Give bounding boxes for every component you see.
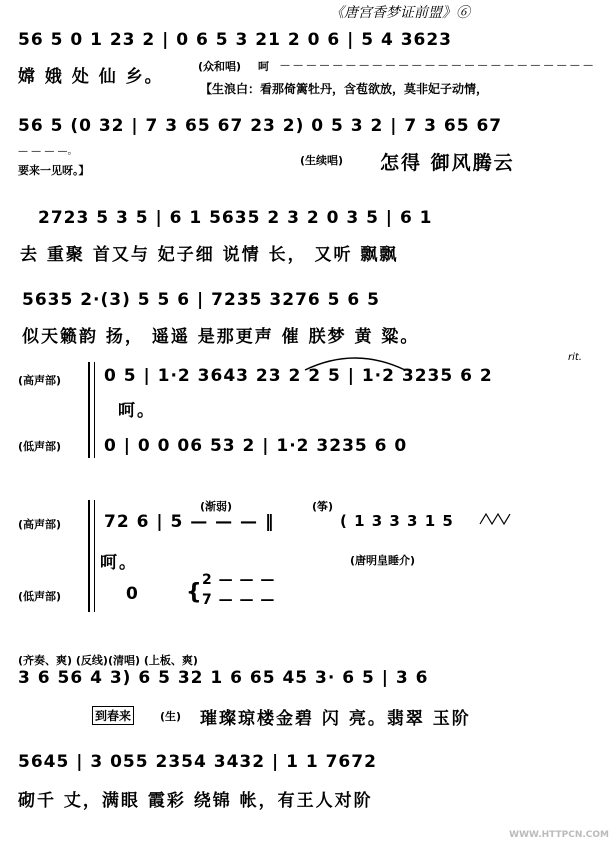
high-voice-lyric-1: 呵。	[118, 401, 156, 421]
dashes-line-2: — — — —。	[18, 146, 78, 157]
speech-text: 【生浪白：看那倚篱牡丹，含苞欲放，莫非妃子动情，	[200, 82, 489, 96]
notation-line-3: 2723 5 3 5 | 6 1 5635 2 3 2 0 3 5 | 6 1	[38, 208, 433, 228]
site-watermark: WWW.HTTPCN.COM	[509, 830, 609, 840]
speech-end: 要来一见呀。】	[18, 164, 90, 177]
performance-marks: (齐奏、爽) (反线)(清唱) (上板、爽)	[18, 654, 198, 667]
notation-line-2: 56 5 (0 32 | 7 3 65 67 23 2) 0 5 3 2 | 7 3 65 67	[18, 116, 503, 136]
chorus-syllable: 呵	[258, 60, 269, 73]
notation-line-6: 5645 | 3 055 2354 3432 | 1 1 7672	[18, 752, 377, 772]
score-bracket-1	[88, 362, 90, 458]
dynamic-mark: (渐弱)	[200, 500, 233, 513]
chord-top: 2 — — —	[202, 572, 276, 588]
chord-bottom: 7 — — —	[202, 592, 276, 608]
continue-mark: (生续唱)	[300, 154, 344, 167]
high-voice-notes-2: 72 6 | 5 — — — ‖	[104, 512, 275, 532]
lyrics-line-6: 砌千 丈，满眼 霞彩 绕锦 帐，有王人对阶	[18, 791, 373, 811]
instrument-mark: (筝)	[312, 500, 334, 513]
high-voice-notes-1: 0 5 | 1·2 3643 23 2 2 5 | 1·2 3235 6 2	[104, 366, 493, 386]
role-mark: (生)	[160, 710, 182, 723]
score-bracket-2	[88, 500, 90, 612]
lyrics-line-4: 似天籁韵 扬， 遥遥 是那更声 催 朕梦 黄 粱。	[22, 327, 420, 347]
lyrics-line-1: 嫦 娥 处 仙 乡。	[18, 67, 164, 87]
high-voice-label: (高声部)	[18, 374, 62, 387]
lyrics-line-2: 怎得 御风腾云	[380, 152, 515, 174]
glissando-mark	[478, 510, 518, 530]
lyrics-line-5: 璀璨琼楼金碧 闪 亮。翡翠 玉阶	[200, 709, 471, 729]
chorus-mark: (众和唱)	[198, 60, 242, 73]
low-voice-notes-2: 0	[126, 584, 139, 604]
lyrics-line-3: 去 重聚 首又与 妃子细 说情 长， 又听 飘飘	[20, 245, 399, 265]
ritardando-mark: rit.	[568, 352, 582, 363]
notation-line-1: 56 5 0 1 23 2 | 0 6 5 3 21 2 0 6 | 5 4 3623	[18, 30, 453, 50]
page-title: 《唐宫香梦证前盟》⑥	[330, 5, 470, 21]
zheng-arpeggio: ( 1 3 3 3 1 5	[340, 512, 454, 530]
notation-line-4: 5635 2·(3) 5 5 6 | 7235 3276 5 6 5	[22, 290, 380, 310]
chorus-dashes: — — — — — — — — — — — — — — — — — — — — — — — —	[280, 60, 594, 71]
high-voice-lyric-2: 呵。	[100, 553, 138, 573]
stage-direction: (唐明皇睡介)	[350, 554, 416, 567]
low-voice-notes-1: 0 | 0 0 06 53 2 | 1·2 3235 6 0	[104, 436, 408, 456]
notation-line-5: 3 6 56 4 3) 6 5 32 1 6 65 45 3· 6 5 | 3 6	[18, 668, 429, 688]
low-voice-label: (低声部)	[18, 440, 62, 453]
low-voice-label-2: (低声部)	[18, 590, 62, 603]
tune-name-box: 到春来	[92, 706, 134, 725]
high-voice-label-2: (高声部)	[18, 518, 62, 531]
